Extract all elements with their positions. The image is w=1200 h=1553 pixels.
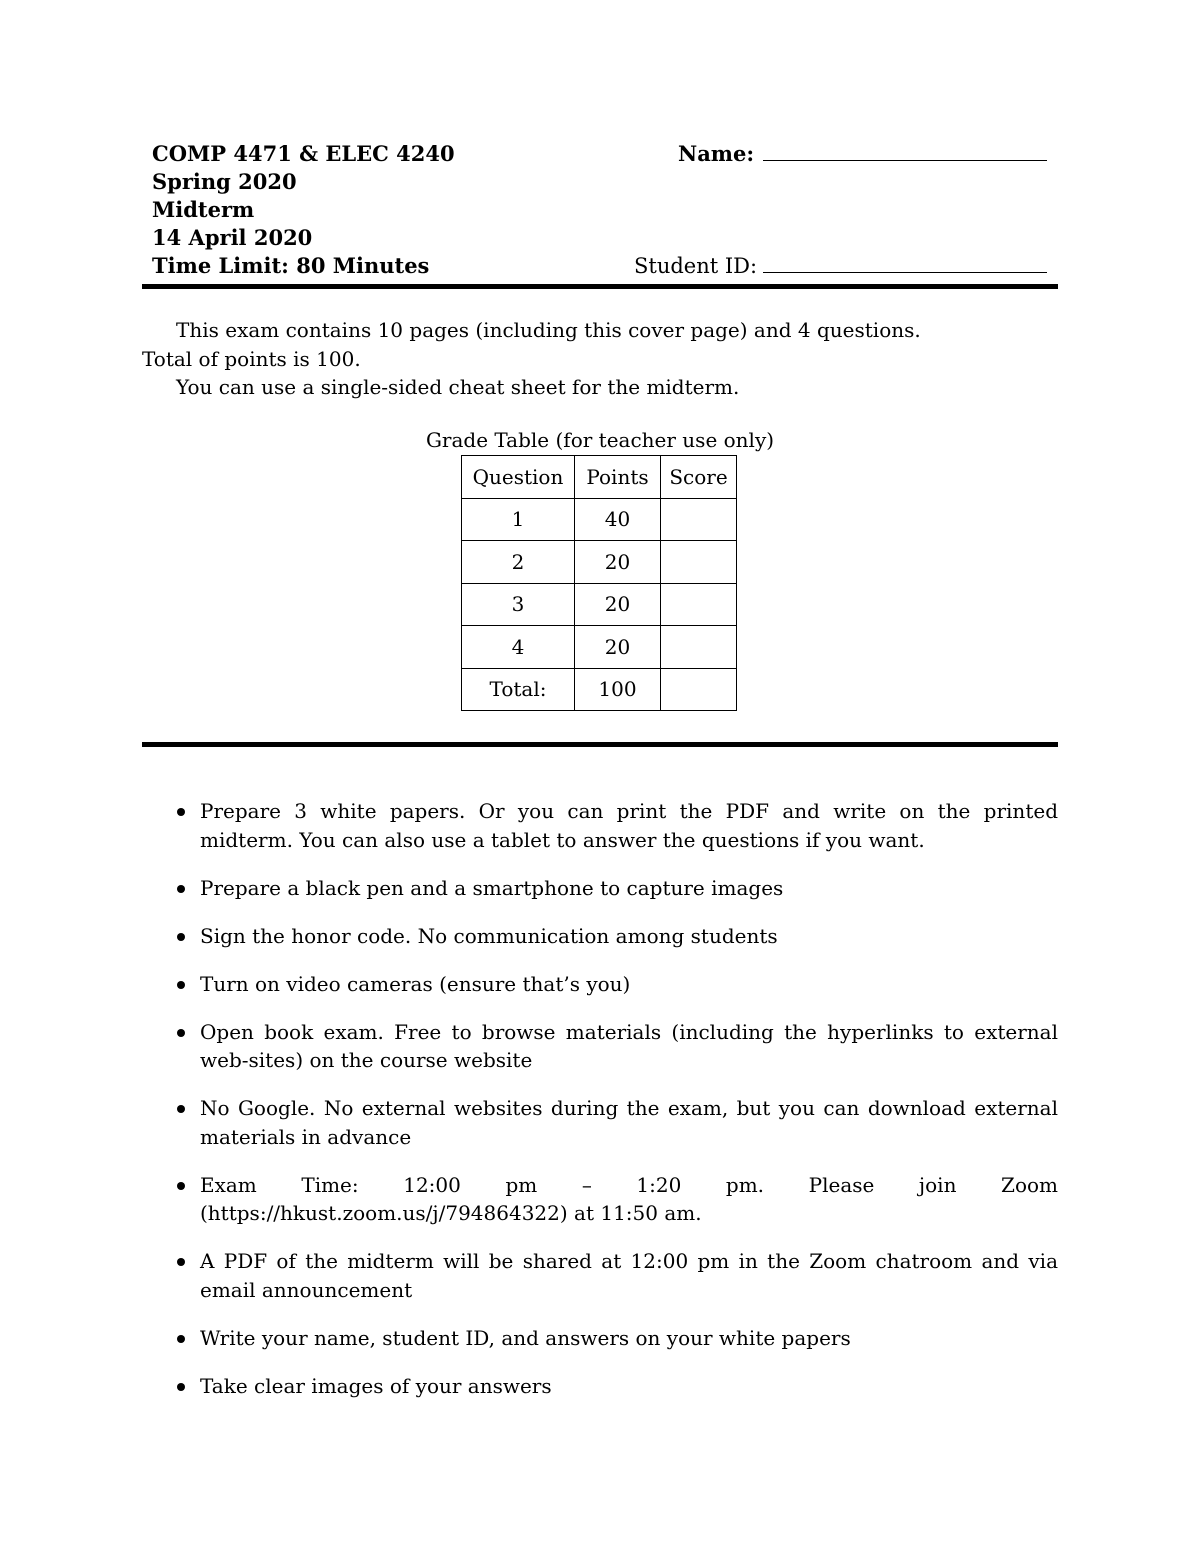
bullet-icon xyxy=(177,808,185,816)
list-item xyxy=(142,970,1058,999)
row-question: Total: xyxy=(462,668,575,711)
name-blank-line[interactable] xyxy=(763,160,1047,161)
exam-date: 14 April 2020 xyxy=(152,225,313,250)
instruction-text: Write your name, student ID, and answers on your white papers xyxy=(200,1325,851,1350)
intro-line-pages: This exam contains 10 pages (including this cover page) and 4 questions. xyxy=(176,318,921,342)
bullet-icon xyxy=(177,1258,185,1266)
row-question: 2 xyxy=(462,541,575,584)
row-score xyxy=(661,498,737,541)
row-score xyxy=(661,541,737,584)
instruction-text: Turn on video cameras (ensure that’s you) xyxy=(200,971,631,996)
bullet-icon xyxy=(177,981,185,989)
time-limit-value: 80 Minutes xyxy=(296,253,430,278)
header-score: Score xyxy=(661,456,737,499)
bullet-icon xyxy=(177,885,185,893)
row-question: 3 xyxy=(462,583,575,626)
table-row xyxy=(462,541,737,584)
row-score xyxy=(661,668,737,711)
instruction-text: Sign the honor code. No communication among students xyxy=(200,923,778,948)
course-code: COMP 4471 & ELEC 4240 xyxy=(152,141,455,166)
list-item xyxy=(142,922,1058,951)
instruction-text: A PDF of the midterm will be shared at 12:00 pm in the Zoom chatroom and via email announcement xyxy=(200,1249,1058,1302)
bullet-icon xyxy=(177,1029,185,1037)
header-question: Question xyxy=(462,456,575,499)
row-points: 20 xyxy=(575,541,661,584)
exam-term: Spring 2020 xyxy=(152,169,297,194)
row-points: 40 xyxy=(575,498,661,541)
time-limit xyxy=(152,252,455,280)
row-score xyxy=(661,583,737,626)
grade-table-caption: Grade Table (for teacher use only) xyxy=(425,428,775,452)
instruction-text: No Google. No external websites during the exam, but you can download external materials in advance xyxy=(200,1096,1058,1149)
bullet-icon xyxy=(177,1182,185,1190)
instructions-list xyxy=(142,797,1058,1420)
student-id-label: Student ID: xyxy=(634,254,758,278)
bullet-icon xyxy=(177,1335,185,1343)
instruction-text: Take clear images of your answers xyxy=(200,1373,552,1398)
instruction-text: Exam Time: 12:00 pm – 1:20 pm. Please join Zoom (https://hkust.zoom.us/j/794864322) at 11:50 am. xyxy=(200,1172,1058,1225)
bullet-icon xyxy=(177,1383,185,1391)
header-divider xyxy=(142,284,1058,289)
row-points: 20 xyxy=(575,583,661,626)
table-divider xyxy=(142,742,1058,747)
time-limit-label: Time Limit: xyxy=(152,253,289,278)
list-item xyxy=(142,1094,1058,1151)
list-item xyxy=(142,797,1058,854)
table-row xyxy=(462,498,737,541)
bullet-icon xyxy=(177,1105,185,1113)
row-score xyxy=(661,626,737,669)
table-row xyxy=(462,583,737,626)
row-question: 1 xyxy=(462,498,575,541)
grade-table-header-row xyxy=(462,456,737,499)
intro-line-cheatsheet: You can use a single-sided cheat sheet for the midterm. xyxy=(176,375,740,399)
list-item xyxy=(142,874,1058,903)
exam-title: Midterm xyxy=(152,197,255,222)
exam-intro xyxy=(142,316,1058,402)
row-question: 4 xyxy=(462,626,575,669)
list-item xyxy=(142,1018,1058,1075)
row-points: 20 xyxy=(575,626,661,669)
instruction-text: Prepare 3 white papers. Or you can print the PDF and write on the printed midterm. You can also use a tablet to answer the questions if you want. xyxy=(200,799,1058,852)
intro-line-points: Total of points is 100. xyxy=(142,346,361,371)
bullet-icon xyxy=(177,933,185,941)
exam-header-info xyxy=(152,140,455,280)
list-item xyxy=(142,1247,1058,1304)
list-item xyxy=(142,1171,1058,1228)
list-item xyxy=(142,1324,1058,1353)
list-item xyxy=(142,1372,1058,1401)
row-points: 100 xyxy=(575,668,661,711)
grade-table xyxy=(461,455,737,711)
header-points: Points xyxy=(575,456,661,499)
instruction-text: Open book exam. Free to browse materials (including the hyperlinks to external web-sites) on the course website xyxy=(200,1019,1058,1072)
student-id-blank-line[interactable] xyxy=(763,272,1047,273)
instruction-text: Prepare a black pen and a smartphone to capture images xyxy=(200,875,784,900)
table-row-total xyxy=(462,668,737,711)
name-label: Name: xyxy=(678,141,755,166)
table-row xyxy=(462,626,737,669)
